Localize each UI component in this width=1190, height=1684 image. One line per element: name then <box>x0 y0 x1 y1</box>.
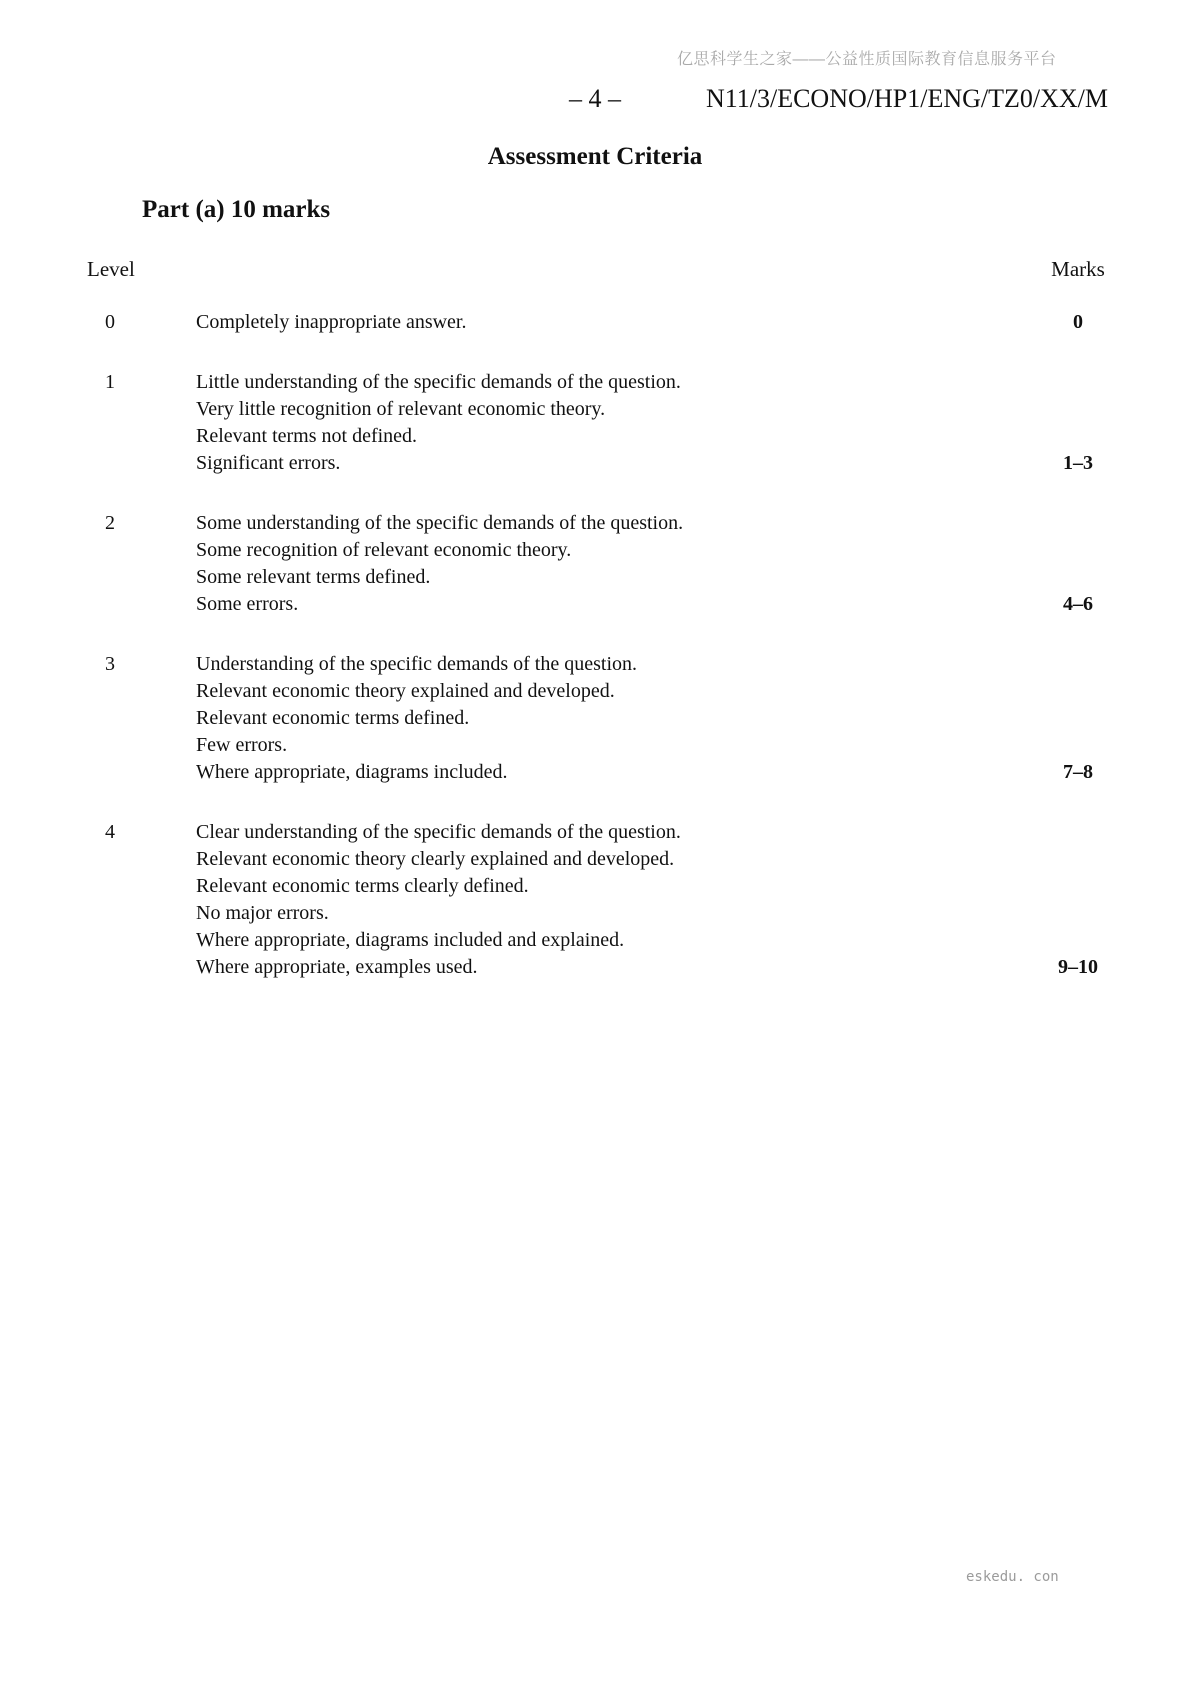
criteria-line: Some errors. <box>196 593 299 615</box>
marks-value: 1–3 <box>1063 452 1093 474</box>
criteria-line: Very little recognition of relevant economic theory. <box>196 398 606 420</box>
level-column-header: Level <box>87 257 135 281</box>
criteria-lines <box>196 510 1030 618</box>
criteria-lines <box>196 651 1030 786</box>
criteria-line: Some relevant terms defined. <box>196 566 431 588</box>
level-number: 2 <box>105 512 115 534</box>
level-number: 3 <box>105 653 115 675</box>
top-watermark: 亿思科学生之家——公益性质国际教育信息服务平台 <box>677 51 1057 68</box>
bottom-watermark: eskedu. con <box>966 1569 1059 1585</box>
criteria-line: Where appropriate, examples used. <box>196 956 478 978</box>
criteria-lines <box>196 309 1030 336</box>
criteria-row <box>0 309 1190 336</box>
criteria-line: Where appropriate, diagrams included and explained. <box>196 929 625 951</box>
page-number: – 4 – <box>569 84 621 113</box>
criteria-line: Little understanding of the specific demands of the question. <box>196 371 681 393</box>
criteria-line: Relevant economic theory explained and developed. <box>196 680 615 702</box>
criteria-row <box>0 510 1190 618</box>
level-number: 0 <box>105 311 115 333</box>
level-number: 4 <box>105 821 115 843</box>
exam-paper-code: N11/3/ECONO/HP1/ENG/TZ0/XX/M <box>705 84 1108 113</box>
criteria-row <box>0 651 1190 786</box>
criteria-line: Completely inappropriate answer. <box>196 311 467 333</box>
criteria-line: Relevant economic terms clearly defined. <box>196 875 529 897</box>
marks-column-header: Marks <box>1051 257 1105 281</box>
marks-value: 4–6 <box>1063 593 1093 615</box>
page-header <box>0 84 1190 114</box>
assessment-criteria-table <box>0 309 1190 1014</box>
criteria-line: No major errors. <box>196 902 329 924</box>
criteria-lines <box>196 819 1030 981</box>
criteria-line: Few errors. <box>196 734 288 756</box>
marks-value: 7–8 <box>1063 761 1093 783</box>
criteria-line: Clear understanding of the specific demands of the question. <box>196 821 681 843</box>
page-title: Assessment Criteria <box>487 143 703 170</box>
level-number: 1 <box>105 371 115 393</box>
criteria-line: Relevant economic theory clearly explained and developed. <box>196 848 675 870</box>
criteria-line: Some recognition of relevant economic theory. <box>196 539 572 561</box>
criteria-line: Relevant economic terms defined. <box>196 707 470 729</box>
marks-value: 9–10 <box>1058 956 1098 978</box>
marks-value: 0 <box>1073 311 1083 333</box>
criteria-line: Some understanding of the specific demands of the question. <box>196 512 684 534</box>
criteria-lines <box>196 369 1030 477</box>
criteria-row <box>0 819 1190 981</box>
criteria-row <box>0 369 1190 477</box>
criteria-line: Where appropriate, diagrams included. <box>196 761 508 783</box>
criteria-line: Understanding of the specific demands of the question. <box>196 653 637 675</box>
criteria-line: Significant errors. <box>196 452 341 474</box>
part-a-heading: Part (a) 10 marks <box>142 196 331 223</box>
criteria-line: Relevant terms not defined. <box>196 425 418 447</box>
